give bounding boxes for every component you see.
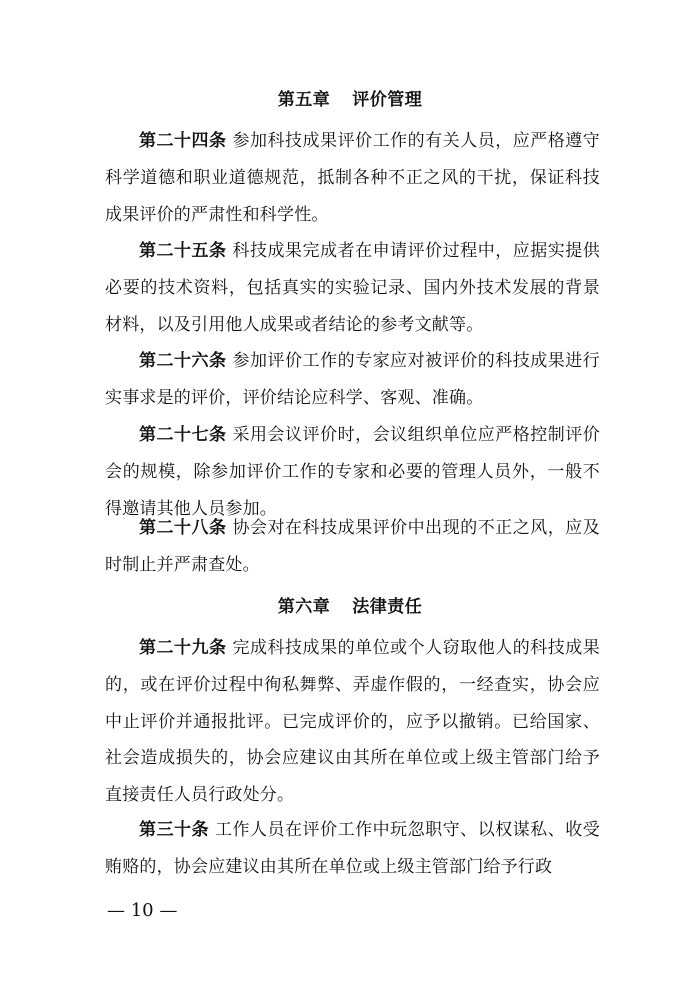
article-27-number: 第二十七条: [139, 425, 227, 445]
article-25: [105, 233, 600, 343]
chapter-5-heading: [0, 88, 700, 112]
chapter-6-title: 法律责任: [352, 597, 423, 617]
chapter-6-heading: [0, 595, 700, 619]
article-27-text: 采用会议评价时，会议组织单位应严格控制评价会的规模，除参加评价工作的专家和必要的管理人员外，一般不得邀请其他人员参加。: [105, 425, 600, 519]
article-24: [105, 123, 600, 233]
chapter-5-label: 第五章: [277, 90, 331, 110]
article-24-text: 参加科技成果评价工作的有关人员，应严格遵守科学道德和职业道德规范，抵制各种不正之风的干扰，保证科技成果评价的严肃性和科学性。: [105, 131, 600, 225]
chapter-5-title: 评价管理: [352, 90, 423, 110]
article-29: [105, 630, 600, 814]
article-30: [105, 812, 600, 886]
article-24-number: 第二十四条: [139, 131, 227, 151]
page-number: — 10 —: [107, 900, 178, 921]
chapter-6-label: 第六章: [277, 597, 331, 617]
article-29-text: 完成科技成果的单位或个人窃取他人的科技成果的，或在评价过程中徇私舞弊、弄虚作假的，一经查实，协会应中止评价并通报批评。已完成评价的，应予以撤销。已给国家、社会造成损失的，协会应建议由其所在单位或上级主管部门给予直接责任人员行政处分。: [105, 638, 600, 806]
article-26: [105, 343, 600, 417]
article-28-number: 第二十八条: [139, 518, 227, 538]
article-29-number: 第二十九条: [139, 638, 227, 658]
article-30-text: 工作人员在评价工作中玩忽职守、以权谋私、收受贿赂的，协会应建议由其所在单位或上级主管部门给予行政: [105, 820, 600, 877]
article-25-text: 科技成果完成者在申请评价过程中，应据实提供必要的技术资料，包括真实的实验记录、国内外技术发展的背景材料，以及引用他人成果或者结论的参考文献等。: [105, 241, 600, 335]
article-28-text: 协会对在科技成果评价中出现的不正之风，应及时制止并严肃查处。: [105, 518, 600, 575]
article-25-number: 第二十五条: [139, 241, 227, 261]
article-26-number: 第二十六条: [139, 351, 227, 371]
article-30-number: 第三十条: [139, 820, 210, 840]
article-28: [105, 510, 600, 584]
article-26-text: 参加评价工作的专家应对被评价的科技成果进行实事求是的评价，评价结论应科学、客观、准确。: [105, 351, 600, 408]
